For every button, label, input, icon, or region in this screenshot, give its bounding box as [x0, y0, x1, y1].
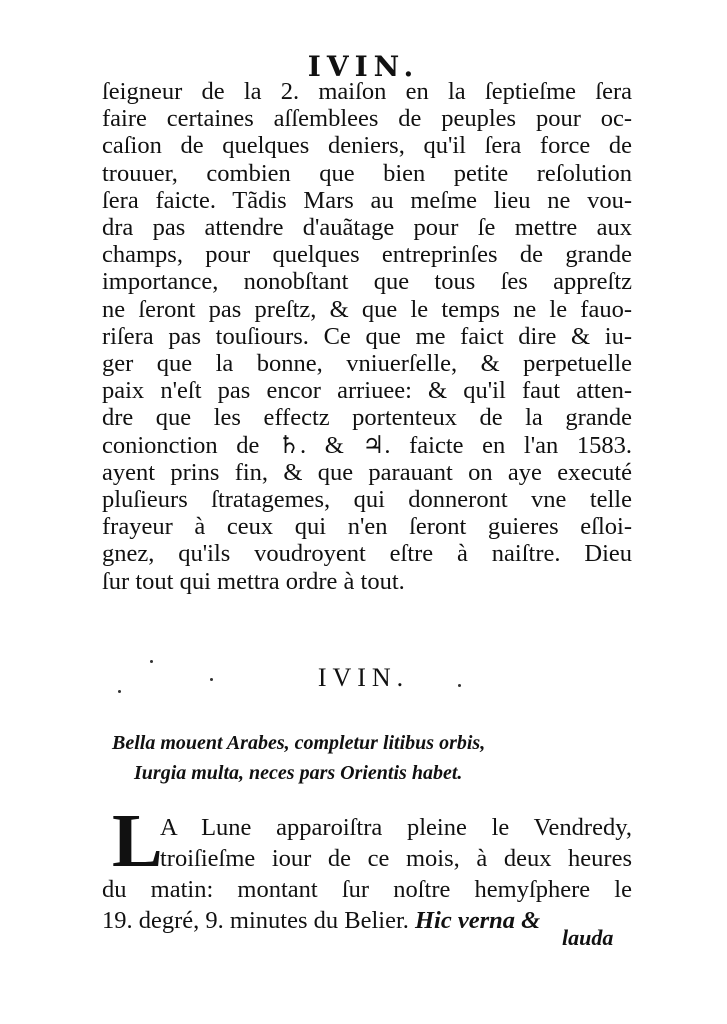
text-line: dra pas attendre d'auãtage pour ſe mettre aux: [102, 214, 632, 242]
text-line: [102, 905, 632, 936]
text-line: dre que les effectz portenteux de la grande: [102, 404, 632, 432]
text-line: ayent prins fin, & que parauant on aye executé: [102, 458, 632, 486]
text-line: riſera pas touſiours. Ce que me faict dire & iu-: [102, 322, 632, 350]
text-line: ſur tout qui mettra ordre à tout.: [102, 567, 405, 595]
text-line: pluſieurs ſtratagemes, qui donneront vne telle: [102, 486, 632, 514]
italic-segment: Hic verna &: [415, 907, 541, 934]
latin-motto: [112, 728, 612, 788]
text-line: ger que la bonne, vniuerſelle, & perpetuelle: [102, 350, 632, 378]
catchword: lauda: [562, 925, 614, 950]
text-line: trouuer, combien que bien petite reſolution: [102, 159, 632, 187]
text-line: ſeigneur de la 2. maiſon en la ſeptieſme ſera: [102, 78, 632, 105]
text-line: A Lune apparoiſtra pleine le Vendredy,: [160, 814, 632, 841]
text-line: gnez, qu'ils voudroyent eſtre à naiſtre. Dieu: [102, 540, 632, 568]
text-line: faire certaines aſſemblees de peuples pour oc-: [102, 105, 632, 133]
section-heading: IVIN.: [317, 663, 410, 692]
text-line: ſera faicte. Tãdis Mars au meſme lieu ne vou-: [102, 186, 632, 214]
drop-capital: L: [112, 799, 163, 883]
text-line: troiſieſme iour de ce mois, à deux heures: [160, 845, 632, 872]
text-line: paix n'eſt pas encor arriuee: & qu'il faut atten-: [102, 377, 632, 405]
text-line: frayeur à ceux qui n'en ſeront guieres eſloi-: [102, 513, 632, 541]
text-line: importance, nonobſtant que tous ſes appreſtz: [102, 268, 632, 296]
text-line: du matin: montant ſur noſtre hemyſphere le: [102, 876, 632, 903]
text-line: champs, pour quelques entreprinſes de grande: [102, 241, 632, 269]
paragraph-second: [102, 812, 632, 936]
text-segment: 19. degré, 9. minutes du Belier.: [102, 907, 409, 934]
motto-line-1: Bella mouent Arabes, completur litibus orbis,: [112, 732, 486, 754]
paragraph-main: [102, 78, 632, 595]
text-line: caſion de quelques deniers, qu'il ſera force de: [102, 132, 632, 160]
text-line: ne ſeront pas preſtz, & que le temps ne le fauo-: [102, 295, 632, 323]
motto-line-2: Iurgia multa, neces pars Orientis habet.: [134, 762, 463, 784]
running-head: IVIN.: [307, 50, 420, 83]
text-line: conionction de ♄. & ♃. faicte en l'an 1583.: [102, 431, 632, 459]
